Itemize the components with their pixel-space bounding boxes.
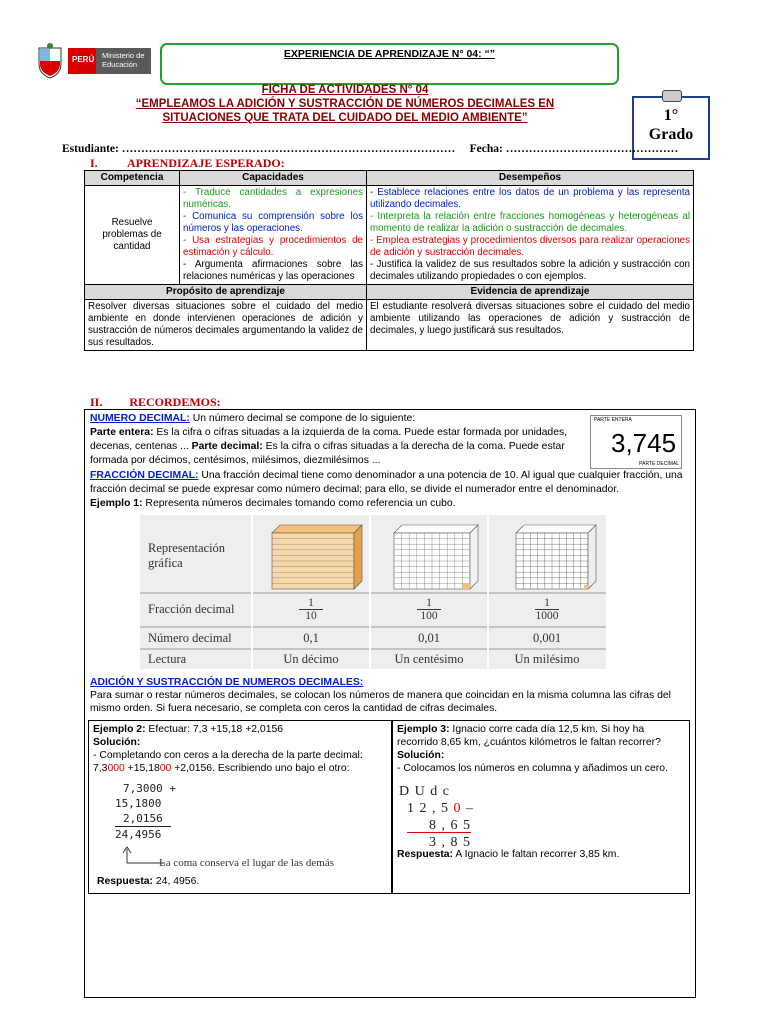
numero-decimal-text: Un número decimal se compone de lo siguiente: [189,413,416,424]
fraccion-decimal-text: Una fracción decimal tiene como denominador a una potencia de 10. Al igual que cualquier fracción, una fracción decimal se puede expresar como número decimal; para ello, se divide el numerador entre el denominador. [90,470,683,495]
example2-rest: +2,0156. Escribiendo uno bajo el otro: [171,763,350,774]
example3-operation [399,783,474,851]
fraction-hundredth-num: 1 [426,597,432,609]
ficha-title-line1: “EMPLEAMOS LA ADICIÓN Y SUSTRACCIÓN DE NÚMEROS DECIMALES EN [135,98,555,110]
desempeno-3: - Emplea estrategias y procedimientos diversos para realizar operaciones de adición y sustracción decimales. [370,235,690,258]
image-caption-bottom: PARTE DECIMAL [639,461,679,467]
fraction-thousandth-den: 1000 [535,610,559,622]
example3-underline [407,832,471,833]
ministry-label: Ministerio de Educación [102,51,145,69]
cube-thousandth-icon [516,525,596,589]
proposito-cell: Resolver diversas situaciones sobre el cuidado del medio ambiente en donde intervienen operaciones de adición y sustracción de números decimales argumentando la validez de sus resultados. [85,300,367,351]
ficha-title-line2: SITUACIONES QUE TRATA DEL CUIDADO DEL MEDIO AMBIENTE” [162,112,528,124]
ficha-heading [60,83,630,125]
parte-decimal-title: Parte decimal: [191,441,263,452]
parte-entera-title: Parte entera: [90,427,154,438]
example2-arrow-note: La coma conserva el lugar de las demás [159,857,335,869]
example3-solucion: Solución: [397,750,445,761]
example3-statement: Ignacio corre cada día 12,5 km. Si hoy ha recorrido 8,65 km, ¿cuántos kilómetros le faltan recorrer? [397,724,661,748]
parte-entera-text: Es la cifra o cifras situadas a la izquierda de la coma. Puede estar formada por unidades, decenas, centenas ... [90,427,568,452]
example3-box [392,720,690,894]
example2-zeros-a: 000 [107,763,125,774]
adicion-paragraph [90,676,690,715]
student-line [62,143,678,155]
desempeno-2: - Interpreta la relación entre fracciones homogéneas y heterogéneas al momento de realizar la adición o sustracción de decimales. [370,211,690,234]
fraction-hundredth [370,597,488,622]
fraction-hundredth-den: 100 [420,610,438,622]
date-field[interactable]: Fecha: ……………………………………… [469,143,679,155]
cube-tenth-icon [272,525,362,589]
fraction-tenth-num: 1 [308,597,314,609]
example2-zeros-b: 00 [159,763,172,774]
th-evidencia: Evidencia de aprendizaje [367,285,694,300]
example2-op1: 7,3000 + [123,782,176,795]
adicion-text: Para sumar o restar números decimales, se colocan los números de manera que coincidan en la misma columna las cifras del mismo orden. Si fuera necesario, se completa con ceros la cantidad de cifras decimales. [90,690,671,714]
example3-row1-digits: 1 2 , 5 [407,801,449,816]
example3-row1-minus: – [461,801,474,816]
example2-answer [97,875,199,888]
student-field[interactable]: Estudiante: …………………………………………………………………………… [62,143,456,155]
fraction-thousandth [488,597,606,622]
fraccion-decimal-title: FRACCIÓN DECIMAL: [90,470,199,481]
grade-word: Grado [648,126,694,143]
decimal-thousandth: 0,001 [532,631,562,645]
fraction-thousandth-num: 1 [544,597,550,609]
example3-answer [397,848,619,861]
reading-hundredth: Un centésimo [394,652,464,666]
example3-intro [397,723,683,775]
fraction-tenth [252,597,370,622]
th-competencia: Competencia [85,171,180,186]
adicion-title: ADICIÓN Y SUSTRACCIÓN DE NUMEROS DECIMALES: [90,677,364,688]
shield-icon [36,42,64,80]
example3-respuesta-value: A Ignacio le faltan recorrer 3,85 km. [453,849,620,860]
ejemplo1-text: Representa números decimales tomando como referencia un cubo. [142,498,456,509]
desempeno-4: - Justifica la validez de sus resultados sobre la adición y sustracción con decimales utilizando propiedades o con ejemplos. [370,259,690,282]
desempeno-1: - Establece relaciones entre los datos de un problema y las representa utilizando decimales. [370,187,690,210]
desempenos-cell [367,186,694,285]
example2-op3: 2,0156 [115,811,171,827]
grade-number: 1° [663,107,679,124]
reading-tenth: Un décimo [283,652,339,666]
example2-a: 7,3 [93,763,108,774]
parte-decimal-text: Es la cifra o cifras situadas a la derecha de la coma. Puede estar formada por décimos, centésimos, milésimos, diezmilésimos ... [90,441,565,466]
example2-plus-a: +15,18 [124,763,160,774]
grade-label [634,106,708,144]
rep-label-decimal: Número decimal [148,631,232,645]
example2-respuesta-label: Respuesta: [97,876,154,887]
th-desempenos: Desempeños [367,171,694,186]
example2-respuesta-value: 24, 4956. [153,876,200,887]
example2-box [88,720,392,894]
example2-result: 24,4956 [115,828,162,841]
example2-statement: Efectuar: 7,3 +15,18 +2,0156 [145,724,284,735]
example3-step: - Colocamos los números en columna y añadimos un cero. [397,763,668,774]
example2-solucion: Solución: [93,737,141,748]
example3-respuesta-label: Respuesta: [397,849,454,860]
decimal-hundredth: 0,01 [418,631,440,645]
ficha-number: FICHA DE ACTIVIDADES N° 04 [261,84,429,96]
image-caption-top: PARTE ENTERA [594,417,632,423]
decimal-parts-image [590,415,682,469]
clip-icon [662,90,682,102]
peru-badge: PERÚ [68,48,128,74]
example2-operation [115,781,176,842]
numero-decimal-paragraph [90,412,585,468]
section1-heading: I. APRENDIZAJE ESPERADO: [90,156,285,170]
example3-row2: 8 , 6 5 [429,818,471,833]
evidencia-cell: El estudiante resolverá diversas situaciones sobre el cuidado del medio ambiente utilizando las operaciones de adición y sustracción de decimales, y luego justificará sus resultados. [367,300,694,351]
example3-row3-digits: 3 , 8 5 [429,835,471,850]
reading-thousandth: Un milésimo [514,652,580,666]
competencia-cell: Resuelve problemas de cantidad [85,186,180,285]
example3-header: D U d c [399,784,450,799]
representation-table [140,515,606,669]
rep-label-grafica: Representación gráfica [148,541,226,570]
fraction-tenth-den: 10 [305,610,317,622]
numero-decimal-title: NUMERO DECIMAL: [90,413,190,424]
capacidad-3: - Usa estrategias y procedimientos de estimación y cálculo. [183,235,363,258]
ministry-logo [36,42,156,82]
section2-heading: II. RECORDEMOS: [90,395,221,409]
ejemplo1-title: Ejemplo 1: [90,498,143,509]
capacidad-4: - Argumenta afirmaciones sobre las relaciones numéricas y las operaciones [183,259,363,282]
fraccion-decimal-paragraph [90,469,690,511]
example2-intro [93,723,385,775]
th-proposito: Propósito de aprendizaje [85,285,367,300]
th-capacidades: Capacidades [180,171,367,186]
capacidades-cell [180,186,367,285]
decimal-tenth: 0,1 [303,631,319,645]
learning-table [84,170,694,351]
example3-row1-zero: 0 [449,801,462,816]
example3-title: Ejemplo 3: [397,724,450,735]
example2-title: Ejemplo 2: [93,724,146,735]
image-number: 3,745 [611,428,677,458]
cube-hundredth-icon [394,525,478,589]
example2-op2: 15,1800 [115,797,162,810]
example2-step: - Completando con ceros a la derecha de la parte decimal: [93,750,363,761]
experience-title: EXPERIENCIA DE APRENDIZAJE N° 04: “” [283,48,496,60]
capacidad-1: - Traduce cantidades a expresiones numéricas. [183,187,363,210]
rep-label-fraccion: Fracción decimal [148,602,235,616]
example3-row1 [399,800,474,817]
capacidad-2: - Comunica su comprensión sobre los números y las operaciones. [183,211,363,234]
rep-label-lectura: Lectura [148,652,187,666]
